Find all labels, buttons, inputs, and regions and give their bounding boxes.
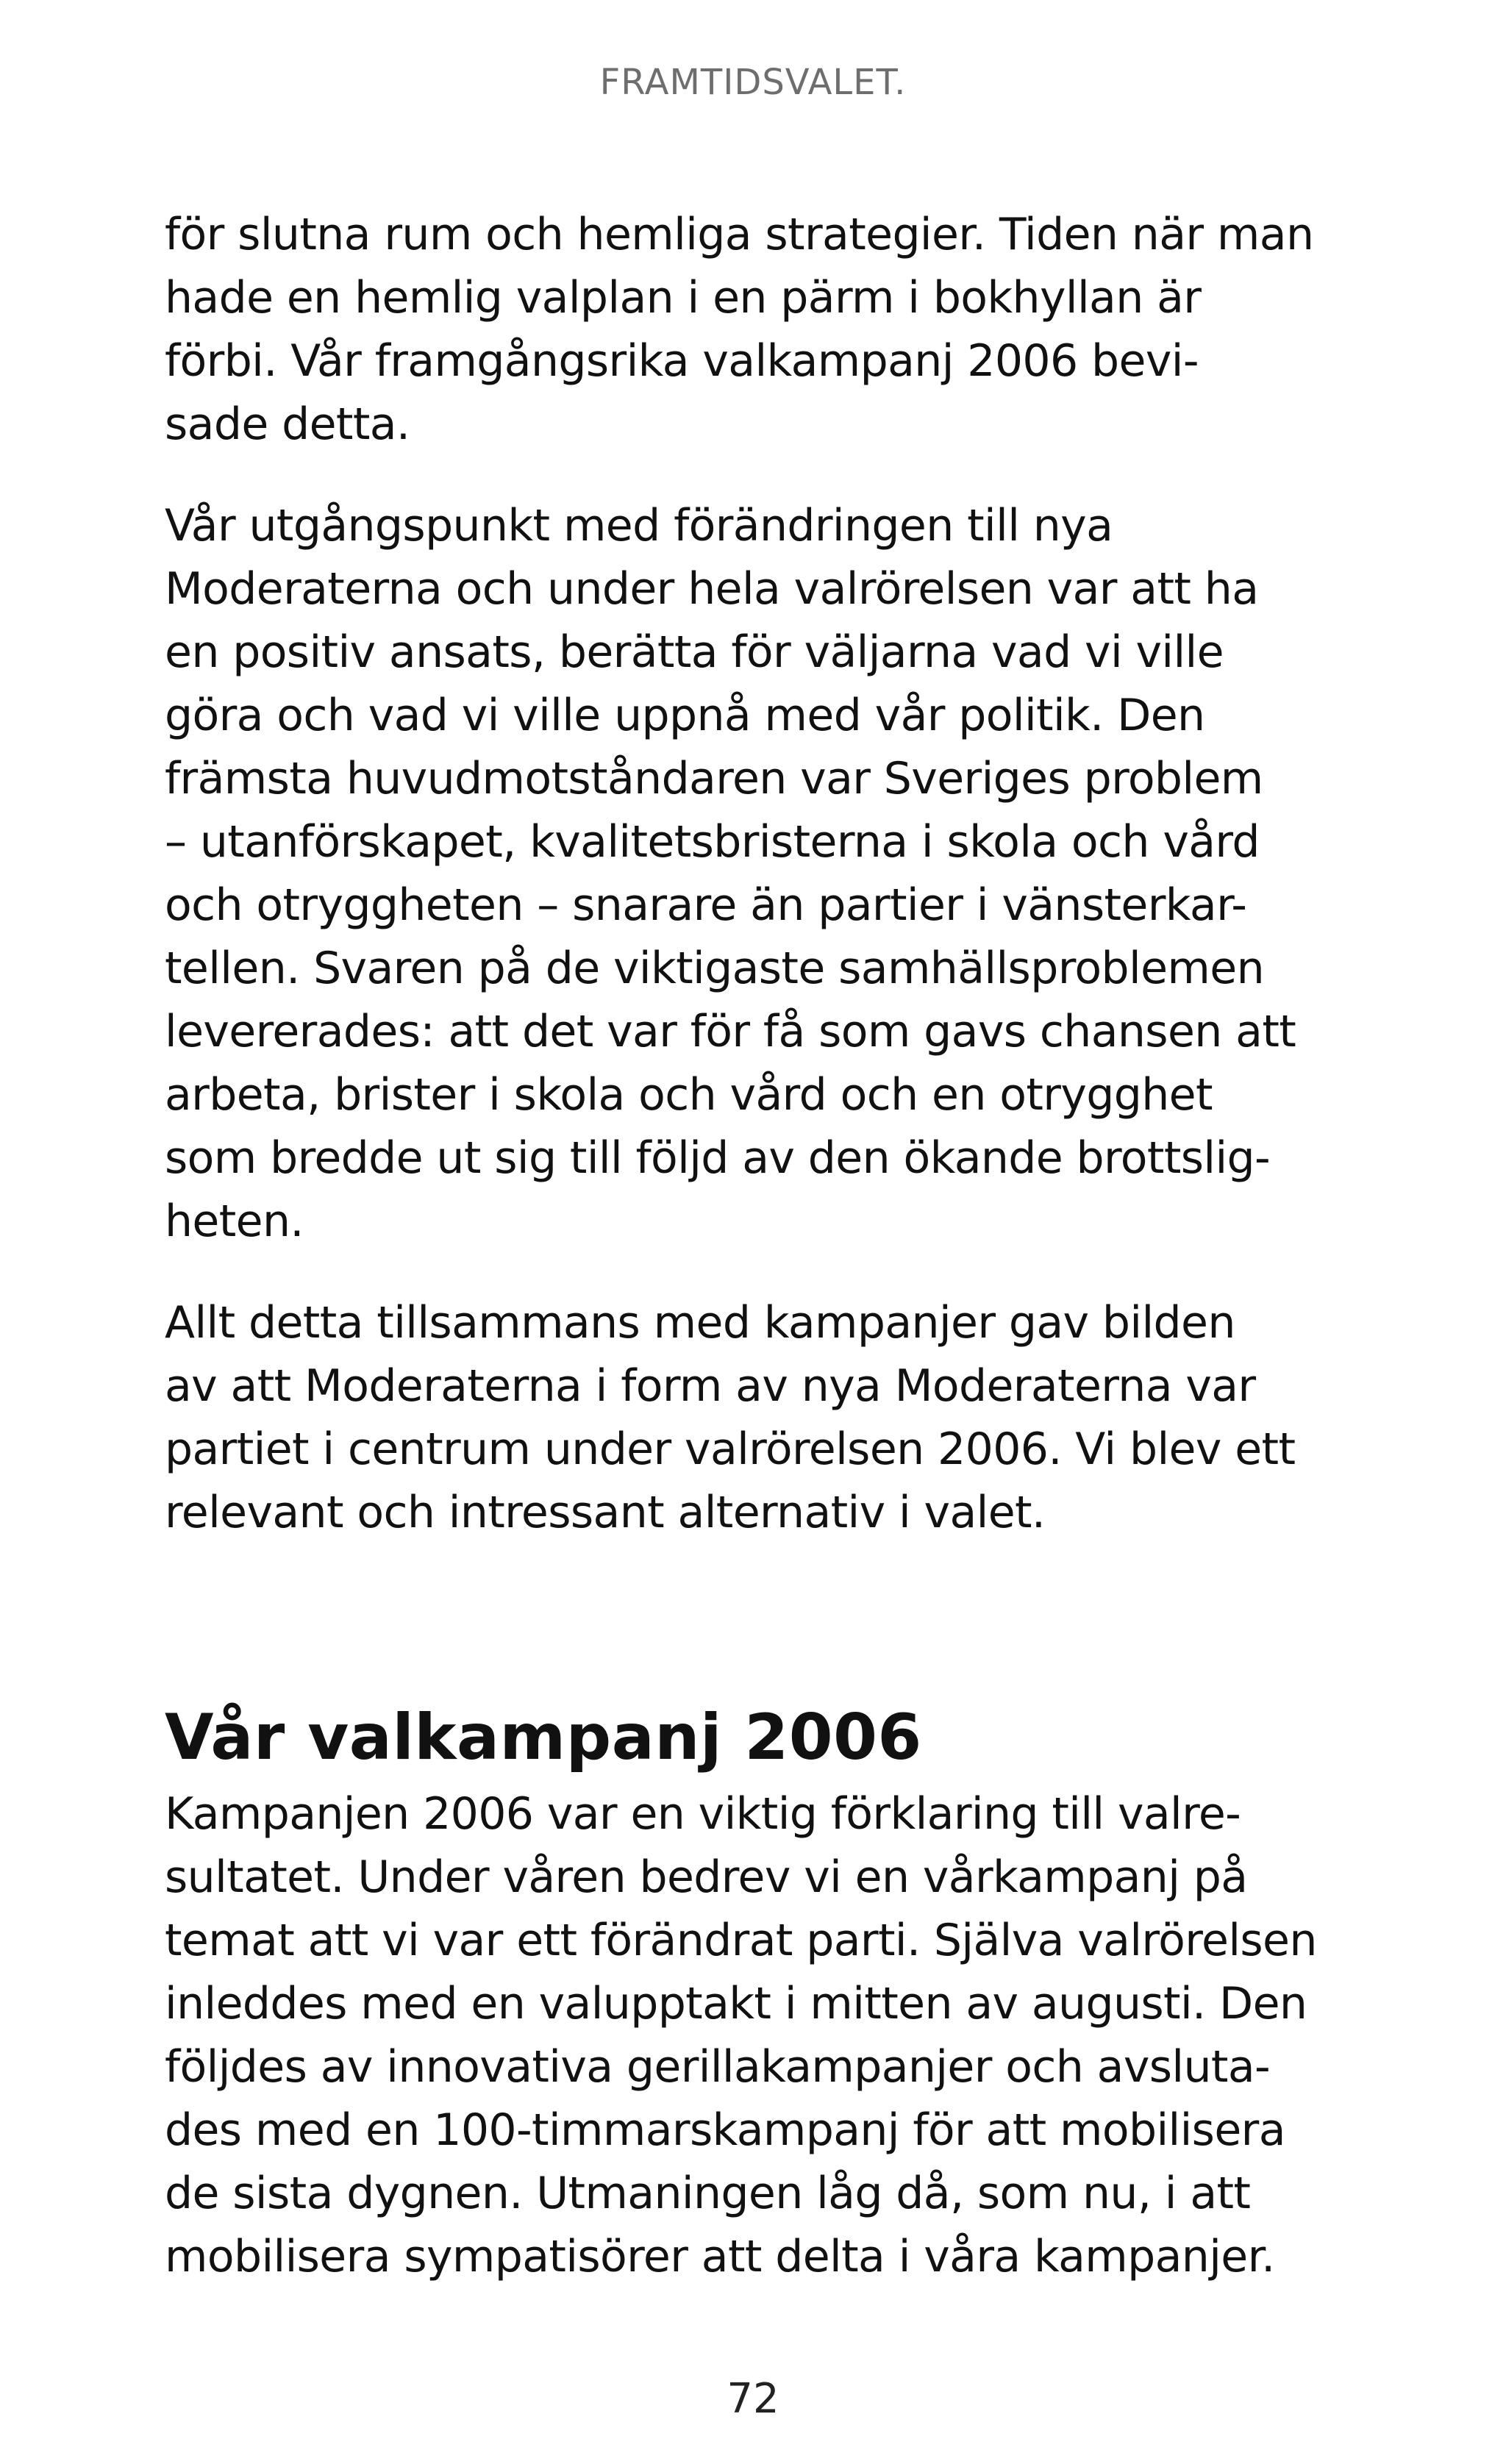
text-line: och otryggheten – snarare än partier i vänsterkar- [165, 879, 1247, 931]
text-line: relevant och intressant alternativ i valet. [165, 1487, 1046, 1538]
text-line: för slutna rum och hemliga strategier. Tiden när man [165, 209, 1314, 260]
text-line: förbi. Vår framgångsrika valkampanj 2006 bevi- [165, 335, 1199, 387]
text-line: göra och vad vi ville uppnå med vår politik. Den [165, 690, 1205, 741]
text-line: hade en hemlig valplan i en pärm i bokhyllan är [165, 272, 1202, 324]
text-line: som bredde ut sig till följd av den ökande brottslig- [165, 1132, 1271, 1184]
page-number: 72 [727, 2375, 779, 2423]
text-line: temat att vi var ett förändrat parti. Själva valrörelsen [165, 1915, 1317, 1966]
text-line: inleddes med en valupptakt i mitten av augusti. Den [165, 1978, 1307, 2029]
text-line: – utanförskapet, kvalitetsbristerna i skola och vård [165, 816, 1260, 868]
text-line: arbeta, brister i skola och vård och en otrygghet [165, 1069, 1213, 1121]
text-line: des med en 100-timmarskampanj för att mobilisera [165, 2104, 1285, 2156]
text-line: partiet i centrum under valrörelsen 2006. Vi blev ett [165, 1424, 1296, 1475]
section-paragraph [165, 1782, 1341, 2288]
text-line: tellen. Svaren på de viktigaste samhällsproblemen [165, 943, 1265, 994]
body-paragraph-1 [165, 203, 1341, 456]
text-line: Vår utgångspunkt med förändringen till nya [165, 500, 1113, 551]
text-line: sade detta. [165, 399, 410, 450]
text-line: främsta huvudmotståndaren var Sveriges problem [165, 753, 1263, 804]
text-line: följdes av innovativa gerillakampanjer och avsluta- [165, 2041, 1271, 2093]
text-line: en positiv ansats, berätta för väljarna vad vi ville [165, 626, 1224, 678]
page-content [165, 203, 1341, 2288]
text-line: av att Moderaterna i form av nya Moderaterna var [165, 1360, 1256, 1412]
text-line: de sista dygnen. Utmaningen låg då, som nu, i att [165, 2168, 1251, 2219]
section-heading: Vår valkampanj 2006 [165, 1701, 922, 1774]
text-line: Moderaterna och under hela valrörelsen var att ha [165, 563, 1259, 615]
text-line: levererades: att det var för få som gavs chansen att [165, 1006, 1296, 1057]
text-line: mobilisera sympatisörer att delta i våra kampanjer. [165, 2231, 1275, 2282]
body-paragraph-3 [165, 1291, 1341, 1544]
running-header: FRAMTIDSVALET. [599, 62, 907, 103]
text-line: Kampanjen 2006 var en viktig förklaring till valre- [165, 1788, 1241, 1840]
body-paragraph-2 [165, 494, 1341, 1253]
text-line: heten. [165, 1196, 304, 1247]
text-line: Allt detta tillsammans med kampanjer gav bilden [165, 1297, 1235, 1349]
text-line: sultatet. Under våren bedrev vi en vårkampanj på [165, 1851, 1248, 1903]
